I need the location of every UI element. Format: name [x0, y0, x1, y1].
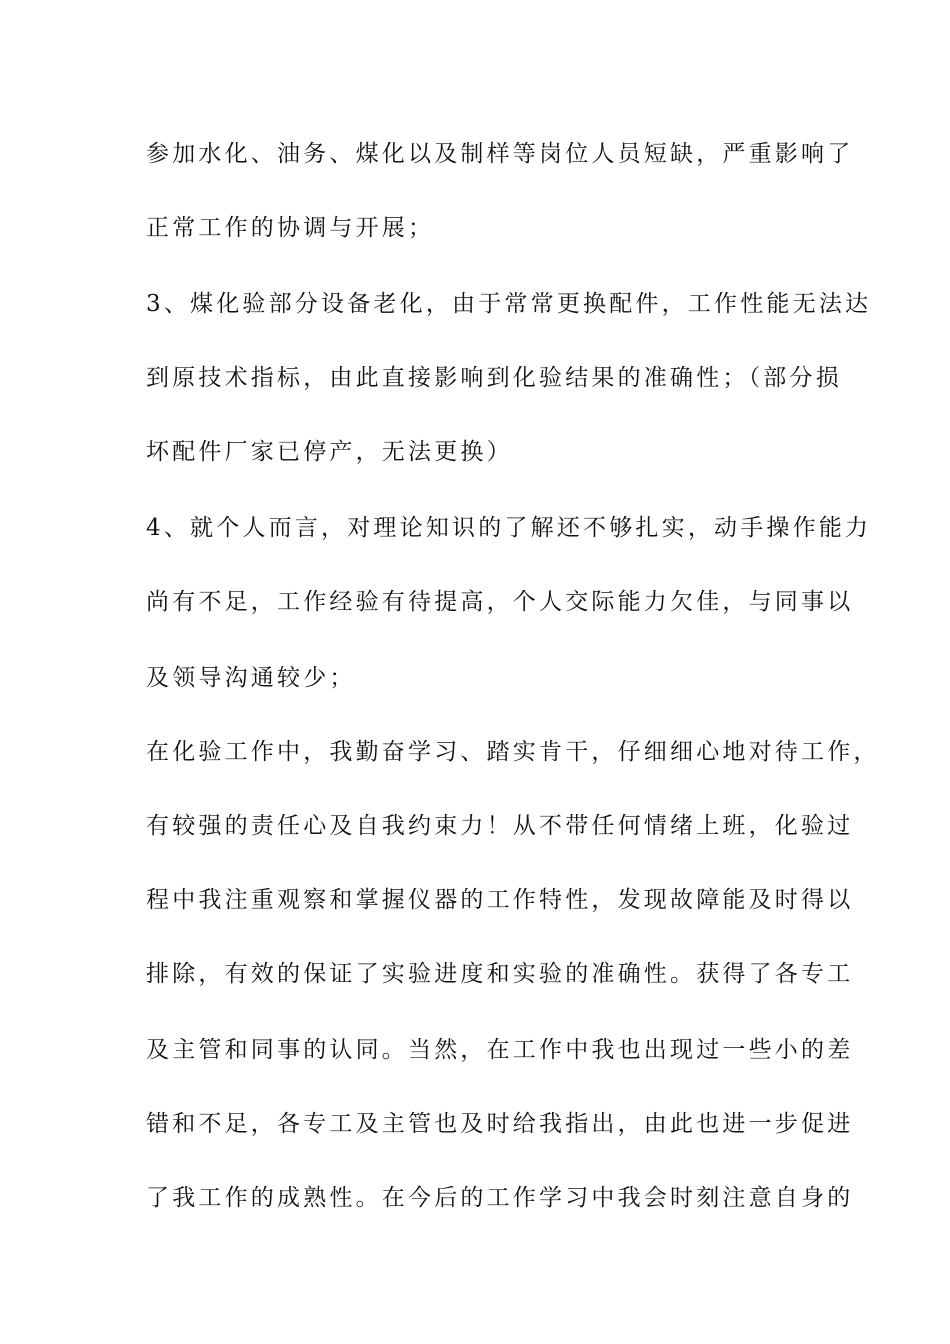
text-line: 尚有不足，工作经验有待提高，个人交际能力欠佳，与同事以	[146, 589, 854, 615]
text-line: 程中我注重观察和掌握仪器的工作特性，发现故障能及时得以	[146, 887, 854, 913]
text-line: 错和不足，各专工及主管也及时给我指出，由此也进一步促进	[146, 1111, 854, 1137]
text-line: 到原技术指标，由此直接影响到化验结果的准确性；（部分损	[146, 365, 842, 391]
text-line: 正常工作的协调与开展；	[146, 215, 435, 241]
text-line: 及主管和同事的认同。当然，在工作中我也出现过一些小的差	[146, 1037, 854, 1063]
text-line: 4、就个人而言，对理论知识的了解还不够扎实，动手操作能力	[146, 515, 872, 541]
text-line: 坏配件厂家已停产，无法更换）	[146, 439, 513, 465]
text-line: 及领导沟通较少；	[146, 665, 356, 691]
text-line: 参加水化、油务、煤化以及制样等岗位人员短缺，严重影响了	[146, 141, 854, 167]
text-line: 排除，有效的保证了实验进度和实验的准确性。获得了各专工	[146, 961, 854, 987]
text-line: 3、煤化验部分设备老化，由于常常更换配件，工作性能无法达	[146, 291, 872, 317]
text-line: 了我工作的成熟性。在今后的工作学习中我会时刻注意自身的	[146, 1185, 854, 1211]
text-line: 在化验工作中，我勤奋学习、踏实肯干，仔细细心地对待工作，	[146, 739, 880, 765]
text-line: 有较强的责任心及自我约束力！从不带任何情绪上班，化验过	[146, 813, 854, 839]
